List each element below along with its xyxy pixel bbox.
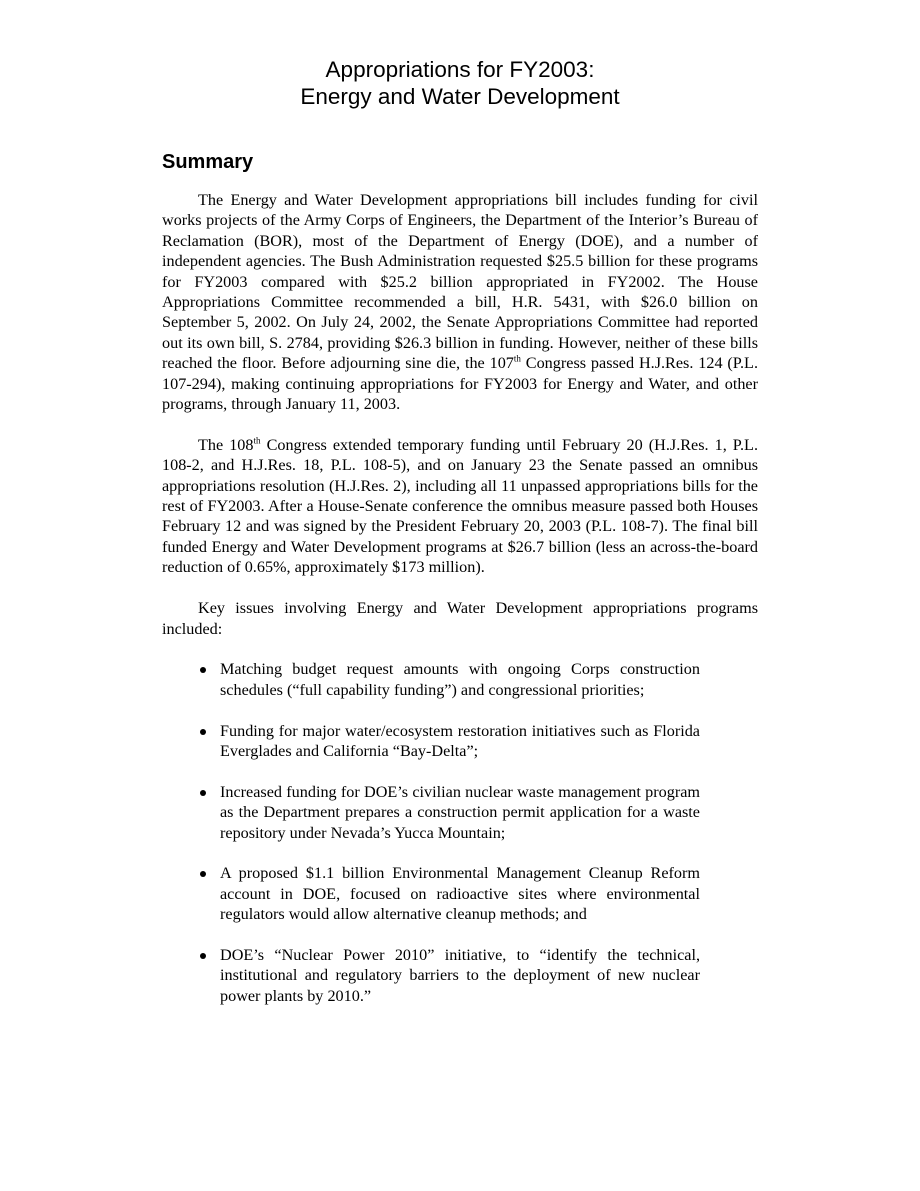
list-item — [200, 945, 700, 1006]
bullet-icon — [200, 729, 206, 735]
paragraph-2-text-a: The 108 — [198, 435, 254, 454]
summary-paragraph-3: Key issues involving Energy and Water Development appropriations programs included: — [162, 599, 758, 638]
paragraph-1-text-b: Congress passed H.J.Res. 124 (P.L. 107-294), making continuing appropriations for FY2003 for Energy and Water, and other programs, through January 11, 2003. — [162, 354, 758, 414]
list-item — [200, 782, 700, 843]
list-item — [200, 863, 700, 924]
summary-paragraph-2 — [162, 435, 758, 578]
summary-paragraph-1 — [162, 190, 758, 414]
title-line-1: Appropriations for FY2003: — [325, 57, 595, 82]
paragraph-2-text-b: Congress extended temporary funding until February 20 (H.J.Res. 1, P.L. 108-2, and H.J.Res. 18, P.L. 108-5), and on January 23 the Senate passed an omnibus appropriations resolution (H.J.Res. 2), including all 11 unpassed appropriations bills for the rest of FY2003. After a House-Senate conference the omnibus measure passed both Houses February 12 and was signed by the President February 20, 2003 (P.L. 108-7). The final bill funded Energy and Water Development programs at $26.7 billion (less an across-the-board reduction of 0.65%, approximately $173 million). — [162, 435, 758, 577]
list-item — [200, 659, 700, 700]
bullet-icon — [200, 871, 206, 877]
document-title — [162, 56, 758, 110]
paragraph-1-superscript: th — [513, 353, 521, 364]
list-item-text: DOE’s “Nuclear Power 2010” initiative, to “identify the technical, institutional and regulatory barriers to the deployment of new nuclear power plants by 2010.” — [220, 945, 700, 1005]
list-item — [200, 721, 700, 762]
key-issues-list — [162, 659, 758, 1006]
list-item-text: Funding for major water/ecosystem restoration initiatives such as Florida Everglades and California “Bay-Delta”; — [220, 721, 700, 760]
paragraph-1-text-a: The Energy and Water Development appropriations bill includes funding for civil works projects of the Army Corps of Engineers, the Department of the Interior’s Bureau of Reclamation (BOR), most of the Department of Energy (DOE), and a number of independent agencies. The Bush Administration requested $25.5 billion for these programs for FY2003 compared with $25.2 billion appropriated in FY2002. The House Appropriations Committee recommended a bill, H.R. 5431, with $26.0 billion on September 5, 2002. On July 24, 2002, the Senate Appropriations Committee had reported out its own bill, S. 2784, providing $26.3 billion in funding. However, neither of these bills reached the floor. Before adjourning sine die, the 107 — [162, 191, 758, 373]
bullet-icon — [200, 790, 206, 796]
bullet-icon — [200, 667, 206, 673]
list-item-text: A proposed $1.1 billion Environmental Management Cleanup Reform account in DOE, focused on radioactive sites where environmental regulators would allow alternative cleanup methods; and — [220, 864, 700, 924]
document-page — [162, 56, 758, 1027]
paragraph-2-superscript: th — [253, 435, 261, 446]
summary-heading: Summary — [162, 151, 254, 173]
title-line-2: Energy and Water Development — [300, 84, 620, 109]
bullet-icon — [200, 953, 206, 959]
list-item-text: Increased funding for DOE’s civilian nuclear waste management program as the Department prepares a construction permit application for a waste repository under Nevada’s Yucca Mountain; — [220, 782, 700, 842]
list-item-text: Matching budget request amounts with ongoing Corps construction schedules (“full capability funding”) and congressional priorities; — [220, 660, 700, 699]
